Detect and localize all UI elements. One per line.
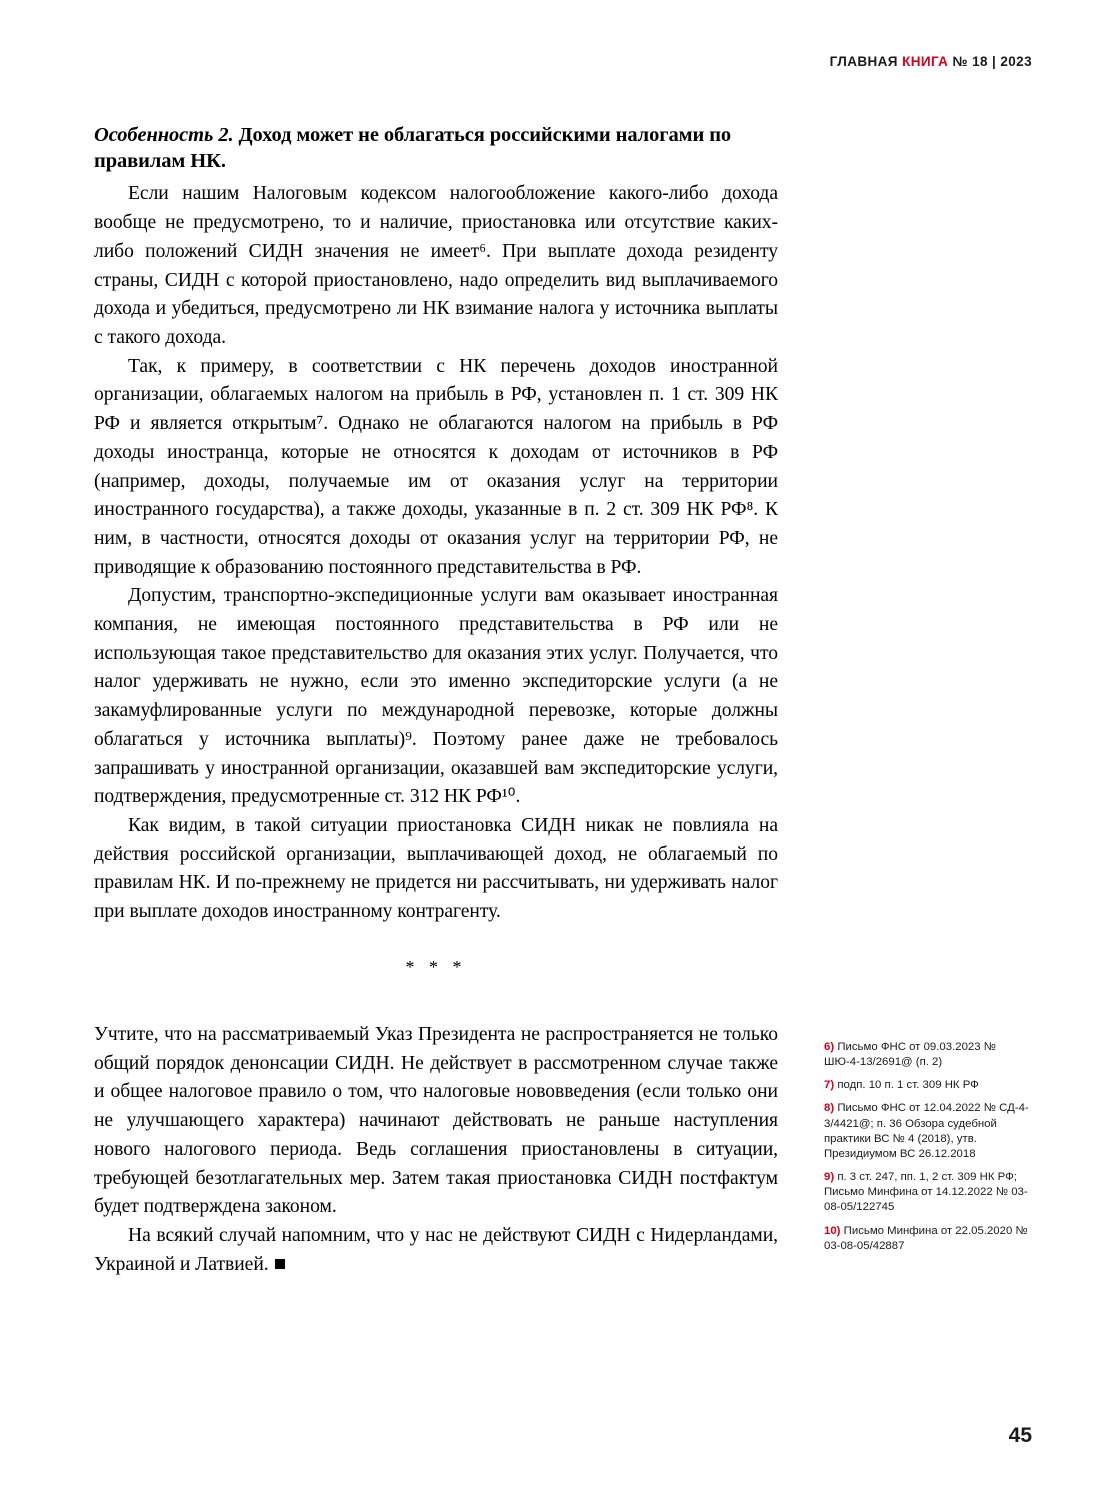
- paragraph-1: Если нашим Налоговым кодексом налогообложение какого-либо дохода вообще не предусмотрено, то и наличие, приостановка или отсутствие каких-либо положений СИДН значения не имеет⁶. При выплате дохода резиденту страны, СИДН с которой приостановлено, надо определить вид выплачиваемого дохода и убедиться, предусмотрено ли НК взимание налога у источника выплаты с такого дохода.: [94, 183, 778, 348]
- masthead-issue: № 18 | 2023: [952, 54, 1032, 69]
- subheading-label: Особенность 2.: [94, 124, 234, 146]
- footnote-number: 6): [824, 1041, 835, 1053]
- footnote-item: [824, 1078, 1032, 1093]
- footnote-number: 10): [824, 1224, 841, 1237]
- footnote-text: Письмо ФНС от 09.03.2023 № ШЮ-4-13/2691@ (п. 2): [824, 1041, 996, 1069]
- paragraph-4: Как видим, в такой ситуации приостановка СИДН никак не повлияла на действия российской организации, выплачивающей доход, не облагаемый по правилам НК. И по-прежнему не придется ни рассчитывать, ни удерживать налог при выплате доходов иностранному контрагенту.: [94, 814, 778, 923]
- page-number: 45: [1008, 1424, 1032, 1447]
- footnote-item: [824, 1101, 1032, 1162]
- closing-paragraph-2: [94, 1222, 778, 1279]
- subheading-text: Доход может не облагаться российскими налогами по правилам НК.: [94, 124, 732, 173]
- masthead-brand-accent: КНИГА: [902, 54, 949, 69]
- paragraph-2: Так, к примеру, в соответствии с НК перечень доходов иностранной организации, облагаемых налогом на прибыль в РФ, установлен п. 1 ст. 309 НК РФ и является открытым⁷. Однако не облагаются налогом на прибыль в РФ доходы иностранца, которые не относятся к доходам от источников в РФ (например, доходы, получаемые им от оказания услуг на территории иностранного государства), а также доходы, указанные в п. 2 ст. 309 НК РФ⁸. К ним, в частности, относятся доходы от оказания услуг на территории РФ, не приводящие к образованию постоянного представительства в РФ.: [94, 355, 778, 578]
- magazine-masthead: [830, 54, 1032, 69]
- footnote-number: 9): [824, 1171, 835, 1184]
- footnote-text: подп. 10 п. 1 ст. 309 НК РФ: [837, 1079, 979, 1092]
- closing-paragraph-1: Учтите, что на рассматриваемый Указ Президента не распространяется не только общий порядок денонсации СИДН. Не действует в рассмотренном случае также и общее налоговое правило о том, что налоговые нововведения (если только они не улучшающего характера) начинают действовать не раньше наступления нового налогового периода. Ведь соглашения приостановлены в ситуации, требующей безотлагательных мер. Затем такая приостановка СИДН постфактум будет подтверждена законом.: [94, 1024, 778, 1218]
- end-of-article-mark: [275, 1259, 285, 1269]
- article-subheading: [94, 122, 778, 174]
- footnotes-sidebar: [824, 1040, 1032, 1262]
- paragraph-3: Допустим, транспортно-экспедиционные услуги вам оказывает иностранная компания, не имеющая постоянного представительства в РФ или не использующая такое представительство для оказания этих услуг. Получается, что налог удерживать не нужно, если это именно экспедиторские услуги (а не закамуфлированные услуги по международной перевозке, которые должны облагаться у источника выплаты)⁹. Поэтому ранее даже не требовалось запрашивать у иностранной организации, оказавшей вам экспедиторские услуги, подтверждения, предусмотренные ст. 312 НК РФ¹⁰.: [94, 585, 778, 808]
- footnote-item: [824, 1224, 1032, 1254]
- section-divider: * * *: [405, 956, 467, 977]
- footnote-text: Письмо Минфина от 22.05.2020 № 03-08-05/42887: [824, 1224, 1028, 1252]
- footnote-item: [824, 1040, 1032, 1070]
- footnote-item: [824, 1170, 1032, 1215]
- footnote-text: Письмо ФНС от 12.04.2022 № СД-4-3/4421@; п. 36 Обзора судебной практики ВС № 4 (2018), утв. Президиумом ВС 26.12.2018: [824, 1102, 1029, 1160]
- footnote-number: 7): [824, 1079, 835, 1092]
- footnote-text: п. 3 ст. 247, пп. 1, 2 ст. 309 НК РФ; Письмо Минфина от 14.12.2022 № 03-08-05/122745: [824, 1171, 1028, 1214]
- article-main-column: [94, 122, 778, 994]
- masthead-brand-main: ГЛАВНАЯ: [829, 54, 898, 69]
- footnote-number: 8): [824, 1102, 835, 1115]
- article-closing-column: [94, 1021, 778, 1279]
- closing-paragraph-2-text: На всякий случай напомним, что у нас не действуют СИДН с Нидерландами, Украиной и Латвией.: [94, 1224, 778, 1275]
